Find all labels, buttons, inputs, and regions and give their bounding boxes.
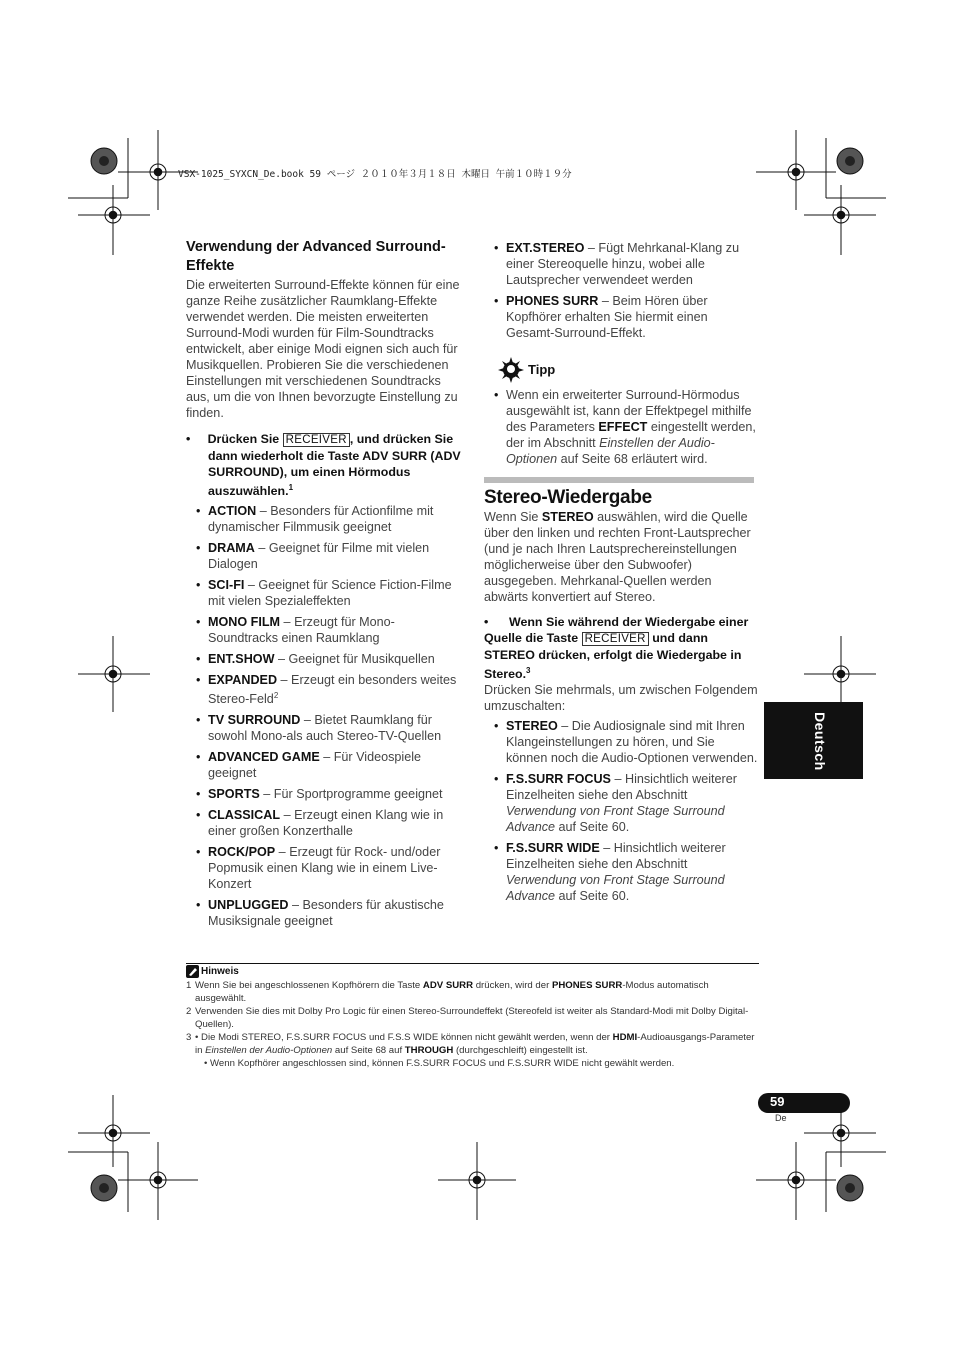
mode-item bbox=[186, 749, 462, 781]
mode-list-continued bbox=[484, 240, 758, 341]
tip-item: • Wenn ein erweiterter Surround-Hörmodus ausgewählt ist, kann der Effektpegel mithilfe des Parameters EFFECT eingestellt werden, der im Abschnitt Einstellen der Audio-Optionen auf Seite 68 erläutert wird. bbox=[484, 387, 758, 467]
intro-paragraph: Die erweiterten Surround-Effekte können für eine ganze Reihe zusätzlicher Raumklang-Effekte verwendet werden. Die meisten erweiterten Surround-Modi wurden für Film-Soundtracks entwickelt, aber einige Modi eignen sich auch für Musikquellen. Probieren Sie die verschiedenen Einstellungen mit verschiedenen Soundtracks aus, um die von Ihnen bevorzugte Einstellung zu finden. bbox=[186, 278, 460, 420]
mode-name: EXPANDED bbox=[208, 673, 278, 688]
stereo-option: • F.S.SURR WIDE – Hinsichtlich weiterer Einzelheiten siehe den Abschnitt Verwendung von Front Stage Surround Advance auf Seite 60. bbox=[484, 840, 758, 904]
mode-description: – Für Sportprogramme geeignet bbox=[259, 787, 443, 802]
mode-name: ADVANCED GAME bbox=[208, 750, 320, 765]
note-2: 2 Verwenden Sie dies mit Dolby Pro Logic für einen Stereo-Surroundeffekt (Stereofeld ist weiter als Standard-Modi mit Dolby Digital-Quellen). bbox=[186, 1006, 749, 1030]
tip-list bbox=[484, 387, 758, 467]
section-heading: Verwendung der Advanced Surround-Effekte bbox=[186, 239, 446, 274]
notes-label: Hinweis bbox=[201, 966, 239, 977]
stereo-paragraph: Wenn Sie STEREO auswählen, wird die Quelle über den linken und rechten Front-Lautsprecher (und je nach Ihren Lautsprechereinstellungen möglicherweise über den Subwoofer) ausgegeben. Mehrkanal-Quellen werden abwärts konvertiert auf Stereo. bbox=[484, 510, 751, 604]
mode-name: ACTION bbox=[208, 504, 257, 519]
mode-item bbox=[186, 844, 462, 892]
mode-name: SCI-FI bbox=[208, 578, 245, 593]
stereo-options bbox=[484, 718, 758, 904]
mode-description: – Erzeugt für Mono-Soundtracks einen Raumklang bbox=[208, 615, 395, 646]
tip-box bbox=[484, 359, 758, 467]
mode-list bbox=[186, 503, 462, 929]
mode-name: TV SURROUND bbox=[208, 713, 301, 728]
mode-description: – Erzeugt ein besonders weites Stereo-Feld bbox=[208, 673, 457, 707]
mode-description: – Geeignet für Musikquellen bbox=[274, 652, 435, 667]
page-number-badge: 59 bbox=[758, 1093, 850, 1113]
note-icon bbox=[186, 965, 199, 978]
mode-item bbox=[186, 540, 462, 572]
stereo-after: Drücken Sie mehrmals, um zwischen Folgendem umzuschalten: bbox=[484, 683, 758, 714]
left-column bbox=[186, 238, 462, 934]
section-rule bbox=[484, 477, 754, 483]
mode-name: UNPLUGGED bbox=[208, 898, 289, 913]
mode-description: – Fügt Mehrkanal-Klang zu einer Stereoquelle hinzu, wobei alle Lautsprecher verwendeet werden bbox=[506, 241, 740, 287]
mode-item bbox=[186, 651, 462, 667]
mode-description: – Beim Hören über Kopfhörer erhalten Sie hiermit einen Gesamt-Surround-Effekt. bbox=[506, 294, 708, 340]
note-1: 1 Wenn Sie bei angeschlossenen Kopfhörern die Taste ADV SURR drücken, wird der PHONES SURR-Modus automatisch ausgewählt. bbox=[186, 980, 709, 1004]
notes-header bbox=[186, 965, 758, 979]
mode-item bbox=[484, 293, 758, 341]
mode-description: – Erzeugt einen Klang wie in einer großen Konzerthalle bbox=[208, 808, 444, 839]
stereo-option: • STEREO – Die Audiosignale sind mit Ihren Klangeinstellungen zu hören, und Sie können noch die Audio-Optionen verwenden. bbox=[484, 718, 758, 766]
mode-description: – Bietet Raumklang für sowohl Mono-als auch Stereo-TV-Quellen bbox=[208, 713, 442, 744]
mode-name: DRAMA bbox=[208, 541, 255, 556]
right-column bbox=[484, 240, 758, 909]
mode-description: – Für Videospiele geeignet bbox=[208, 750, 421, 781]
note-3: 3 • Die Modi STEREO, F.S.SURR FOCUS und F.S.S WIDE können nicht gewählt werden, wenn der HDMI-Audioausgangs-Parameter in Einstellen der Audio-Optionen auf Seite 68 auf THROUGH (durchgeschleift) eingestellt ist. bbox=[186, 1032, 755, 1056]
mode-item bbox=[186, 712, 462, 744]
mode-item bbox=[186, 897, 462, 929]
mode-name: ENT.SHOW bbox=[208, 652, 275, 667]
step-instruction: • Drücken Sie RECEIVER , und drücken Sie dann wiederholt die Taste ADV SURR (ADV SURROUND), um einen Hörmodus auszuwählen.$^1$ bbox=[186, 432, 461, 499]
note-3b: • Wenn Kopfhörer angeschlossen sind, können F.S.SURR FOCUS und F.S.SURR WIDE nicht gewählt werden. bbox=[204, 1058, 675, 1069]
mode-name: CLASSICAL bbox=[208, 808, 281, 823]
stereo-step: • Wenn Sie während der Wiedergabe einer Quelle die Taste RECEIVER und dann STEREO drücken, erfolgt die Wiedergabe in Stereo.$^3$ bbox=[484, 615, 749, 682]
tip-label: Tipp bbox=[528, 362, 556, 377]
print-header: VSX-1025_SYXCN_De.book 59 ページ ２０１０年３月１８日 木曜日 午前１０時１９分 bbox=[178, 169, 572, 180]
mode-item bbox=[186, 577, 462, 609]
mode-name: SPORTS bbox=[208, 787, 260, 802]
tip-icon bbox=[498, 357, 524, 383]
mode-name: PHONES SURR bbox=[506, 294, 599, 308]
stereo-option: • F.S.SURR FOCUS – Hinsichtlich weiterer Einzelheiten siehe den Abschnitt Verwendung von Front Stage Surround Advance auf Seite 60. bbox=[484, 771, 758, 835]
receiver-key: RECEIVER bbox=[582, 632, 649, 646]
mode-description: – Geeignet für Science Fiction-Filme mit vielen Spezialeffekten bbox=[208, 578, 452, 609]
mode-item bbox=[186, 503, 462, 535]
mode-description: – Erzeugt für Rock- und/oder Popmusik einen Klang wie in einem Live-Konzert bbox=[208, 845, 441, 892]
mode-item bbox=[186, 614, 462, 646]
language-tab: Deutsch bbox=[764, 702, 863, 779]
step-bullet: • bbox=[186, 432, 208, 446]
mode-name: EXT.STEREO bbox=[506, 241, 585, 255]
mode-item: • EXPANDED – Erzeugt ein besonders weites Stereo-Feld$^2$ bbox=[186, 672, 462, 707]
mode-description: – Besonders für akustische Musiksignale geeignet bbox=[208, 898, 444, 929]
mode-description: – Besonders für Actionfilme mit dynamischer Filmmusik geeignet bbox=[208, 504, 434, 535]
tip-header bbox=[484, 359, 758, 385]
page-language: De bbox=[775, 1113, 787, 1123]
mode-name: MONO FILM bbox=[208, 615, 281, 630]
receiver-key: RECEIVER bbox=[283, 433, 350, 447]
mode-description: – Geeignet für Filme mit vielen Dialogen bbox=[208, 541, 430, 572]
mode-item bbox=[484, 240, 758, 288]
stereo-heading: Stereo-Wiedergabe bbox=[484, 487, 652, 508]
mode-item bbox=[186, 807, 462, 839]
mode-item bbox=[186, 786, 462, 802]
mode-name: ROCK/POP bbox=[208, 845, 276, 860]
notes-block bbox=[186, 964, 758, 1070]
